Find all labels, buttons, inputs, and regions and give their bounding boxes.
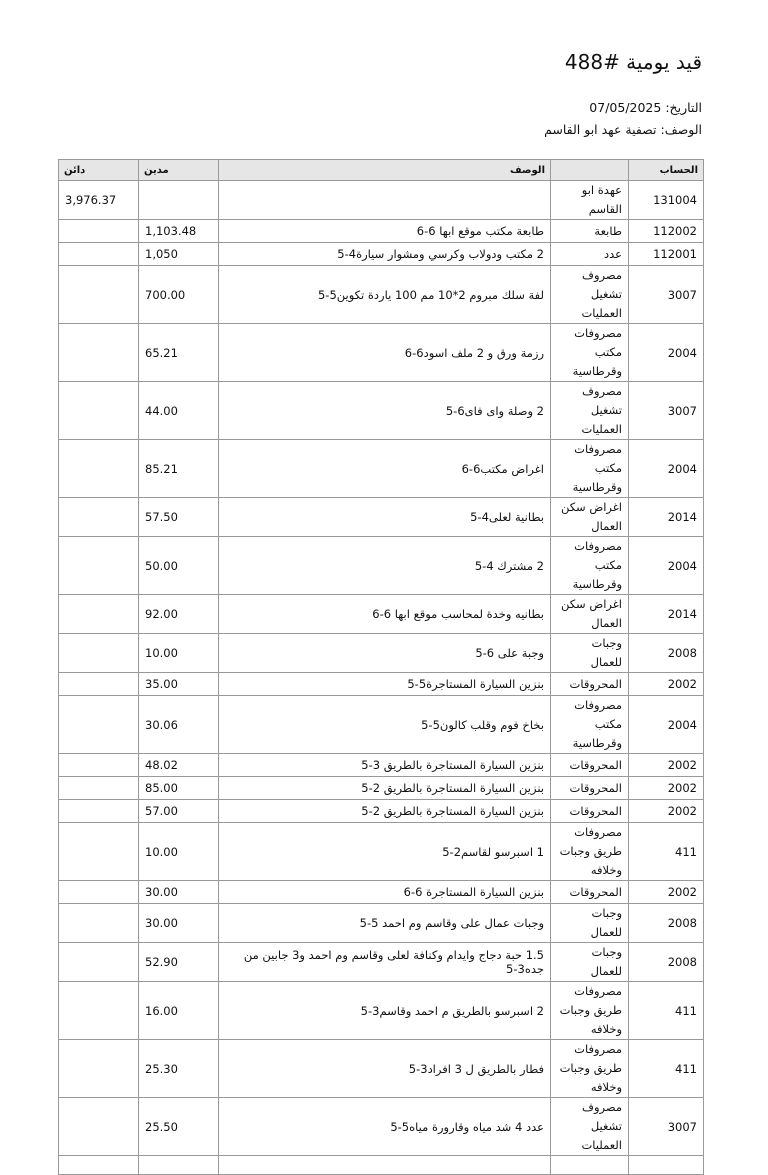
credit-cell bbox=[59, 777, 139, 800]
line-description-cell: بنزين السيارة المستاجرة 6-6 bbox=[219, 881, 551, 904]
table-row bbox=[59, 537, 704, 595]
account-code-cell: 2004 bbox=[629, 537, 704, 595]
credit-cell bbox=[59, 634, 139, 673]
account-name-cell: اغراض سكن العمال bbox=[551, 595, 629, 634]
account-name-cell: مصروفات طريق وجبات وخلافه bbox=[551, 982, 629, 1040]
table-row bbox=[59, 324, 704, 382]
debit-cell: 85.21 bbox=[139, 440, 219, 498]
credit-cell bbox=[59, 595, 139, 634]
account-code-cell: 112002 bbox=[629, 220, 704, 243]
debit-cell: 1,103.48 bbox=[139, 220, 219, 243]
account-code-cell: 2014 bbox=[629, 595, 704, 634]
debit-cell: 52.90 bbox=[139, 943, 219, 982]
debit-cell: 30.06 bbox=[139, 696, 219, 754]
account-name-cell: مصروف تشغيل العمليات bbox=[551, 1098, 629, 1156]
debit-cell: 30.00 bbox=[139, 904, 219, 943]
debit-cell: 25.30 bbox=[139, 1040, 219, 1098]
account-name-cell: مصروف تشغيل العمليات bbox=[551, 382, 629, 440]
credit-cell bbox=[59, 1040, 139, 1098]
credit-cell bbox=[59, 800, 139, 823]
entry-description-line bbox=[544, 122, 702, 137]
line-description-cell: وجبة على 6-5 bbox=[219, 634, 551, 673]
table-row bbox=[59, 777, 704, 800]
account-code-cell: 411 bbox=[629, 823, 704, 881]
line-description-cell: بنزين السيارة المستاجرة5-5 bbox=[219, 673, 551, 696]
credit-cell bbox=[59, 904, 139, 943]
debit-cell: 65.21 bbox=[139, 324, 219, 382]
table-row bbox=[59, 982, 704, 1040]
account-name-cell: طابعة bbox=[551, 220, 629, 243]
account-name-cell: وجبات للعمال bbox=[551, 634, 629, 673]
account-name-cell: مصروفات مكتب وقرطاسية bbox=[551, 440, 629, 498]
table-row bbox=[59, 1040, 704, 1098]
debit-cell: 48.02 bbox=[139, 754, 219, 777]
debit-cell: 10.00 bbox=[139, 634, 219, 673]
account-code-cell: 3007 bbox=[629, 1098, 704, 1156]
column-header-credit: دائن bbox=[59, 160, 139, 181]
account-name-cell: مصروفات مكتب وقرطاسية bbox=[551, 537, 629, 595]
debit-cell: 30.00 bbox=[139, 881, 219, 904]
account-name-cell: وجبات للعمال bbox=[551, 904, 629, 943]
debit-cell: 10.00 bbox=[139, 823, 219, 881]
description-label: الوصف: bbox=[660, 122, 702, 137]
account-code-cell: 2004 bbox=[629, 696, 704, 754]
account-name-cell: وجبات للعمال bbox=[551, 943, 629, 982]
credit-cell bbox=[59, 537, 139, 595]
debit-cell: 1,050 bbox=[139, 243, 219, 266]
credit-cell bbox=[59, 943, 139, 982]
account-name-cell: المحروقات bbox=[551, 673, 629, 696]
account-code-cell: 112001 bbox=[629, 243, 704, 266]
credit-cell: 3,976.37 bbox=[59, 181, 139, 220]
credit-cell bbox=[59, 266, 139, 324]
credit-cell bbox=[59, 754, 139, 777]
credit-cell bbox=[59, 382, 139, 440]
table-row bbox=[59, 382, 704, 440]
debit-cell: 44.00 bbox=[139, 382, 219, 440]
account-name-cell: اغراض سكن العمال bbox=[551, 498, 629, 537]
debit-cell bbox=[139, 181, 219, 220]
table-row bbox=[59, 754, 704, 777]
table-row bbox=[59, 943, 704, 982]
account-code-cell: 2008 bbox=[629, 634, 704, 673]
credit-cell bbox=[59, 673, 139, 696]
table-row bbox=[59, 243, 704, 266]
table-row bbox=[59, 266, 704, 324]
line-description-cell: اغراض مكتب6-6 bbox=[219, 440, 551, 498]
debit-cell: 16.00 bbox=[139, 982, 219, 1040]
table-row bbox=[59, 823, 704, 881]
account-name-cell: المحروقات bbox=[551, 800, 629, 823]
entry-date: 07/05/2025 bbox=[589, 100, 662, 115]
line-description-cell: بخاخ فوم وقلب كالون5-5 bbox=[219, 696, 551, 754]
credit-cell bbox=[59, 982, 139, 1040]
line-description-cell bbox=[219, 1156, 551, 1175]
debit-cell: 85.00 bbox=[139, 777, 219, 800]
debit-cell: 50.00 bbox=[139, 537, 219, 595]
line-description-cell: 1 اسبرسو لقاسم2-5 bbox=[219, 823, 551, 881]
line-description-cell: وجبات عمال على وقاسم وم احمد 5-5 bbox=[219, 904, 551, 943]
column-header-description: الوصف bbox=[219, 160, 551, 181]
credit-cell bbox=[59, 220, 139, 243]
table-row bbox=[59, 696, 704, 754]
account-code-cell: 2014 bbox=[629, 498, 704, 537]
table-row bbox=[59, 440, 704, 498]
account-name-cell: المحروقات bbox=[551, 754, 629, 777]
table-row bbox=[59, 1098, 704, 1156]
line-description-cell: طابعة مكتب موقع ابها 6-6 bbox=[219, 220, 551, 243]
line-description-cell: 2 اسبرسو بالطريق م احمد وقاسم3-5 bbox=[219, 982, 551, 1040]
account-code-cell: 2008 bbox=[629, 943, 704, 982]
date-label: التاريخ: bbox=[665, 100, 702, 115]
entry-date-line bbox=[589, 100, 702, 115]
debit-cell: 57.50 bbox=[139, 498, 219, 537]
account-name-cell: مصروفات مكتب وقرطاسية bbox=[551, 324, 629, 382]
account-code-cell: 411 bbox=[629, 982, 704, 1040]
page-title: قيد يومية #488 bbox=[564, 50, 702, 74]
journal-lines-table bbox=[58, 159, 704, 1175]
credit-cell bbox=[59, 1098, 139, 1156]
account-name-cell: مصروفات طريق وجبات وخلافه bbox=[551, 1040, 629, 1098]
account-code-cell: 2002 bbox=[629, 881, 704, 904]
journal-lines-body bbox=[59, 181, 704, 1175]
account-name-cell: مصروف تشغيل العمليات bbox=[551, 266, 629, 324]
credit-cell bbox=[59, 823, 139, 881]
account-code-cell: 2008 bbox=[629, 904, 704, 943]
credit-cell bbox=[59, 696, 139, 754]
credit-cell bbox=[59, 881, 139, 904]
line-description-cell: بنزين السيارة المستاجرة بالطريق 3-5 bbox=[219, 754, 551, 777]
line-description-cell: عدد 4 شد مياه وقارورة مياه5-5 bbox=[219, 1098, 551, 1156]
column-header-debit: مدين bbox=[139, 160, 219, 181]
debit-cell: 92.00 bbox=[139, 595, 219, 634]
account-code-cell: 2002 bbox=[629, 800, 704, 823]
debit-cell: 700.00 bbox=[139, 266, 219, 324]
account-name-cell: مصروفات طريق وجبات وخلافه bbox=[551, 823, 629, 881]
account-name-cell: مصروفات مكتب وقرطاسية bbox=[551, 696, 629, 754]
table-row bbox=[59, 904, 704, 943]
credit-cell bbox=[59, 498, 139, 537]
account-code-cell: 2004 bbox=[629, 324, 704, 382]
account-code-cell: 2002 bbox=[629, 673, 704, 696]
debit-cell: 25.50 bbox=[139, 1098, 219, 1156]
account-name-cell: عدد bbox=[551, 243, 629, 266]
line-description-cell: 2 وصلة واى فاى6-5 bbox=[219, 382, 551, 440]
line-description-cell: لفة سلك مبروم 2*10 مم 100 ياردة تكوين5-5 bbox=[219, 266, 551, 324]
credit-cell bbox=[59, 243, 139, 266]
account-code-cell: 3007 bbox=[629, 266, 704, 324]
account-name-cell: عهدة ابو القاسم bbox=[551, 181, 629, 220]
account-code-cell: 2002 bbox=[629, 777, 704, 800]
table-row bbox=[59, 498, 704, 537]
table-header-row bbox=[59, 160, 704, 181]
line-description-cell: رزمة ورق و 2 ملف اسود6-6 bbox=[219, 324, 551, 382]
credit-cell bbox=[59, 440, 139, 498]
credit-cell bbox=[59, 1156, 139, 1175]
line-description-cell: فطار بالطريق ل 3 افراد3-5 bbox=[219, 1040, 551, 1098]
account-code-cell: 2004 bbox=[629, 440, 704, 498]
line-description-cell: بنزين السيارة المستاجرة بالطريق 2-5 bbox=[219, 777, 551, 800]
credit-cell bbox=[59, 324, 139, 382]
line-description-cell: 1.5 حبة دجاج وايدام وكنافة لعلى وقاسم وم احمد و3 جابين من جده3-5 bbox=[219, 943, 551, 982]
table-row bbox=[59, 634, 704, 673]
account-code-cell: 2002 bbox=[629, 754, 704, 777]
table-row bbox=[59, 881, 704, 904]
table-row bbox=[59, 1156, 704, 1175]
account-code-cell: 411 bbox=[629, 1040, 704, 1098]
entry-description: تصفية عهد ابو القاسم bbox=[544, 122, 657, 137]
account-name-cell: المحروقات bbox=[551, 777, 629, 800]
table-row bbox=[59, 181, 704, 220]
line-description-cell: 2 مشترك 4-5 bbox=[219, 537, 551, 595]
line-description-cell bbox=[219, 181, 551, 220]
debit-cell: 35.00 bbox=[139, 673, 219, 696]
table-row bbox=[59, 673, 704, 696]
debit-cell bbox=[139, 1156, 219, 1175]
column-header-account-name bbox=[551, 160, 629, 181]
line-description-cell: 2 مكتب ودولاب وكرسي ومشوار سيارة4-5 bbox=[219, 243, 551, 266]
table-row bbox=[59, 595, 704, 634]
line-description-cell: بطانيه وخدة لمحاسب موقع ابها 6-6 bbox=[219, 595, 551, 634]
debit-cell: 57.00 bbox=[139, 800, 219, 823]
account-name-cell bbox=[551, 1156, 629, 1175]
account-code-cell: 131004 bbox=[629, 181, 704, 220]
account-code-cell: 3007 bbox=[629, 382, 704, 440]
line-description-cell: بنزين السيارة المستاجرة بالطريق 2-5 bbox=[219, 800, 551, 823]
column-header-account: الحساب bbox=[629, 160, 704, 181]
table-row bbox=[59, 220, 704, 243]
table-row bbox=[59, 800, 704, 823]
line-description-cell: بطانية لعلى4-5 bbox=[219, 498, 551, 537]
account-name-cell: المحروقات bbox=[551, 881, 629, 904]
account-code-cell bbox=[629, 1156, 704, 1175]
